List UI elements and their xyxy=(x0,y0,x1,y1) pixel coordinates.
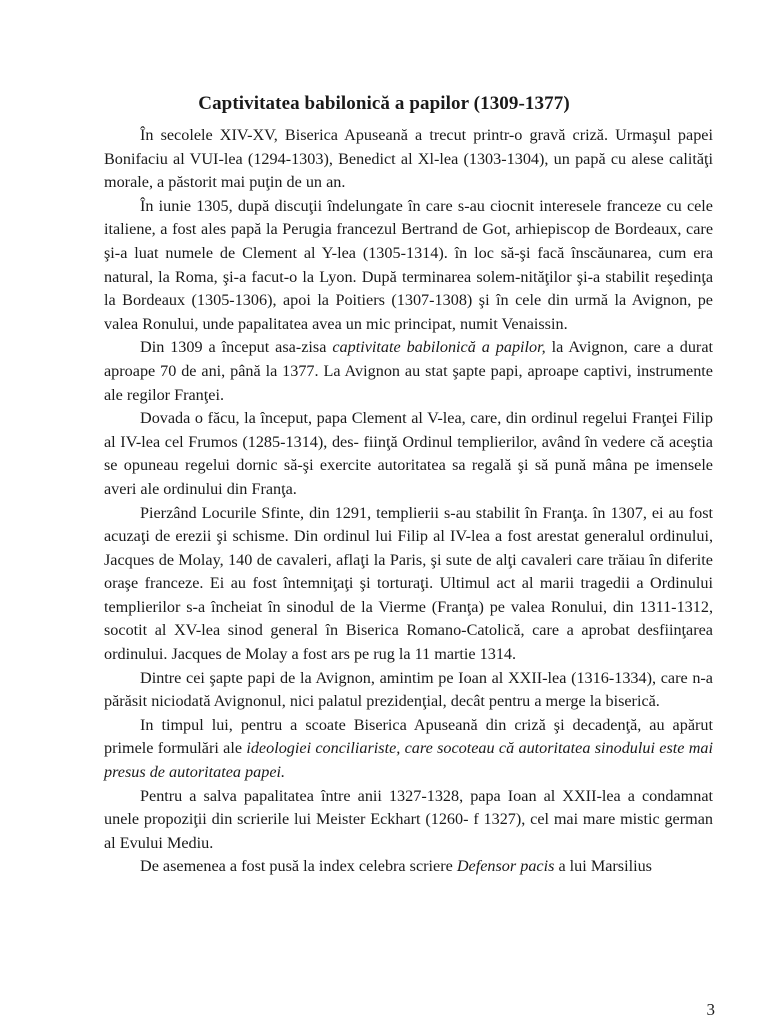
paragraph xyxy=(104,502,713,667)
text-run: În secolele XIV-XV, Biserica Apuseană a trecut printr-o gravă criză. Urmaşul papei Bonifaciu al VUI-lea (1294-1303), Benedict al Xl-lea (1303-1304), un papă cu alese calităţi morale, a păstorit mai puţin de un an. xyxy=(104,126,713,192)
page-number: 3 xyxy=(706,1000,715,1019)
document-body xyxy=(104,124,713,879)
paragraph xyxy=(104,855,713,879)
text-run: In timpul lui, pentru a scoate Biserica Apuseană din criză şi decadenţă, au apărut primele formulări ale xyxy=(104,715,713,758)
paragraph xyxy=(104,785,713,856)
italic-text: ideologiei conciliariste, care socoteau că autoritatea sinodului este mai presus de autoritatea papei. xyxy=(104,739,714,782)
paragraph xyxy=(104,336,713,407)
paragraph xyxy=(104,124,713,195)
italic-text: captivitate babilonică a papilor, xyxy=(332,338,546,357)
text-run: Dintre cei şapte papi de la Avignon, amintim pe Ioan al XXII-lea (1316-1334), care n-a părăsit niciodată Avignonul, nici palatul prezidenţial, decât pentru a merge la biserică. xyxy=(104,668,713,711)
text-run: Pentru a salva papalitatea între anii 1327-1328, papa Ioan al XXII-lea a condamnat unele propoziţii din scrierile lui Meister Eckhart (1260- f 1327), cel mai mare mistic german al Evului Mediu. xyxy=(104,786,713,852)
italic-text: Defensor pacis xyxy=(456,857,555,876)
paragraph xyxy=(104,195,713,337)
paragraph xyxy=(104,714,713,785)
text-run: Pierzând Locurile Sfinte, din 1291, templierii s-au stabilit în Franţa. în 1307, ei au fost acuzaţi de erezii şi schisme. Din ordinul lui Filip al IV-lea a fost arestat generalul ordinului, Jacques de Molay, 140 de cavaleri, aflaţi la Paris, şi sute de alţi cavaleri care trăiau în diferite oraşe franceze. Ei au fost întemniţaţi şi torturaţi. Ultimul act al marii tragedii a Ordinului templierilor s-a încheiat în sinodul de la Vierme (Franţa) pe valea Ronului, din 1311-1312, socotit al XV-lea sinod general în Biserica Romano-Catolică, care a aprobat desfiinţarea ordinului. Jacques de Molay a fost ars pe rug la 11 martie 1314. xyxy=(104,503,713,664)
paragraph xyxy=(104,407,713,501)
text-run: În iunie 1305, după discuţii îndelungate în care s-au ciocnit interesele franceze cu cele italiene, a fost ales papă la Perugia francezul Bertrand de Got, arhiepiscop de Bordeaux, care şi-a luat numele de Clement al Y-lea (1305-1314). în loc să-şi facă înscăunarea, cum era natural, la Roma, şi-a facut-o la Lyon. După terminarea solem-nităţilor şi-a stabilit reşedinţa la Bordeaux (1305-1306), apoi la Poitiers (1307-1308) şi în cele din urmă la Avignon, pe valea Ronului, unde papalitatea avea un mic principat, numit Venaissin. xyxy=(104,196,713,333)
text-run: a lui Marsilius xyxy=(554,857,652,876)
text-run: la Avignon, care a durat aproape 70 de ani, până la 1377. La Avignon au stat şapte papi, aproape captivi, instrumente ale regilor Franţei. xyxy=(104,338,714,404)
paragraph xyxy=(104,667,713,714)
text-run: Din 1309 a început asa-zisa xyxy=(140,338,333,357)
text-run: De asemenea a fost pusă la index celebra scriere xyxy=(140,857,457,876)
text-run: Dovada o făcu, la început, papa Clement al V-lea, care, din ordinul regelui Franţei Filip al IV-lea cel Frumos (1285-1314), des- fiinţă Ordinul templierilor, având în vedere că aceştia se opuneau regelui dornic să-şi exercite autoritatea sa regală şi să pună mâna pe imensele averi ale ordinului din Franţa. xyxy=(104,409,713,498)
page-title: Captivitatea babilonică a papilor (1309-1377) xyxy=(198,93,570,114)
